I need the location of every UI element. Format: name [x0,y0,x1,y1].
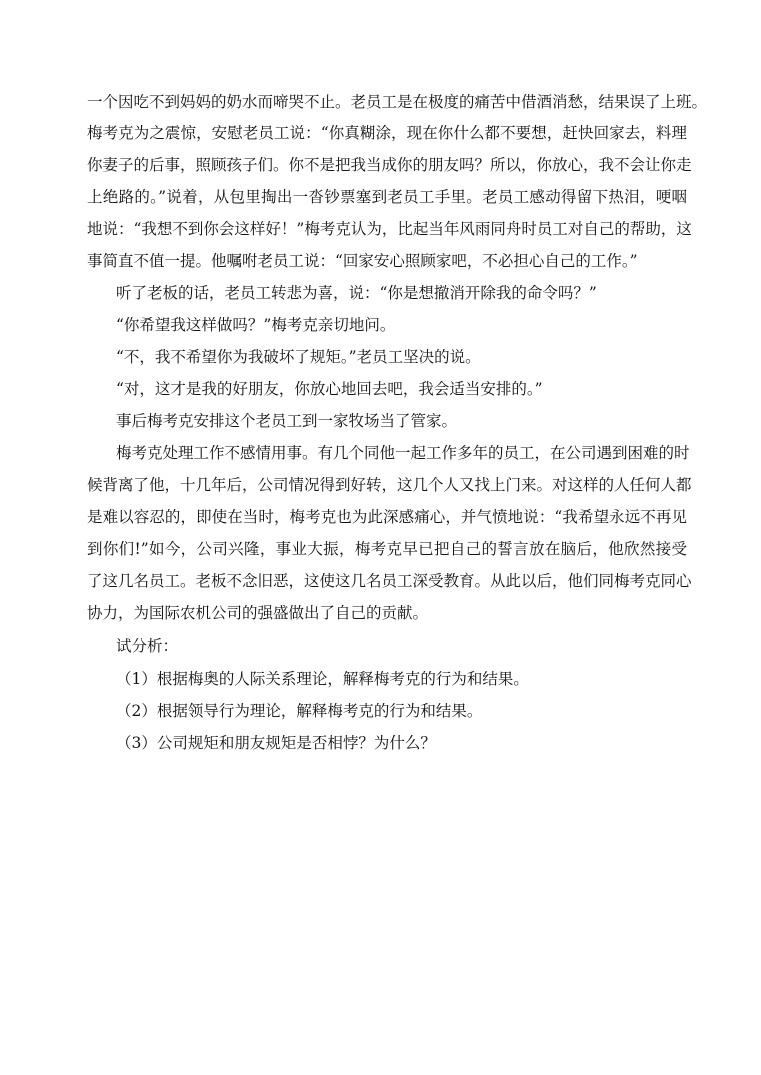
paragraph-7-line-2: 候背离了他，十几年后，公司情况得到好转，这几个人又找上门来。对这样的人任何人都 [87,476,692,494]
paragraph-7-line-3: 是难以容忍的，即使在当时，梅考克也为此深感痛心，并气愤地说：“我希望永远不再见 [87,508,687,526]
paragraph-7-line-4: 到你们!”如今，公司兴隆，事业大振，梅考克早已把自己的誓言放在脑后，他欣然接受 [87,540,687,558]
paragraph-1-line-5: 地说：“我想不到你会这样好！”梅考克认为，比起当年风雨同舟时员工对自己的帮助，这 [87,220,692,238]
paragraph-5: “对，这才是我的好朋友，你放心地回去吧，我会适当安排的。” [116,380,543,398]
question-1: （1）根据梅奥的人际关系理论，解释梅考克的行为和结果。 [116,670,529,688]
question-2: （2）根据领导行为理论，解释梅考克的行为和结果。 [116,702,483,720]
paragraph-1-line-2: 梅考克为之震惊，安慰老员工说：“你真糊涂，现在你什么都不要想，赶快回家去，料理 [87,124,687,142]
paragraph-6: 事后梅考克安排这个老员工到一家牧场当了管家。 [116,412,458,430]
paragraph-3: “你希望我这样做吗？”梅考克亲切地问。 [116,316,396,334]
paragraph-1-line-1: 一个因吃不到妈妈的奶水而啼哭不止。老员工是在极度的痛苦中借酒消愁，结果误了上班。 [87,93,708,111]
paragraph-7-line-6: 协力，为国际农机公司的强盛做出了自己的贡献。 [87,604,429,622]
paragraph-4: “不，我不希望你为我破坏了规矩。”老员工坚决的说。 [116,348,481,366]
paragraph-7-line-1: 梅考克处理工作不感情用事。有几个同他一起工作多年的员工，在公司遇到困难的时 [116,444,690,462]
paragraph-1-line-3: 你妻子的后事，照顾孩子们。你不是把我当成你的朋友吗？所以，你放心，我不会让你走 [87,156,692,174]
paragraph-2: 听了老板的话，老员工转悲为喜，说：“你是想撤消开除我的命令吗？” [116,284,597,302]
analysis-heading: 试分析： [116,637,179,655]
paragraph-1-line-4: 上绝路的。”说着，从包里掏出一沓钞票塞到老员工手里。老员工感动得留下热泪，哽咽 [87,188,687,206]
paragraph-1-line-6: 事简直不值一提。他嘱咐老员工说：“回家安心照顾家吧，不必担心自己的工作。” [87,252,638,270]
question-3: （3）公司规矩和朋友规矩是否相悖？为什么？ [116,734,436,752]
paragraph-7-line-5: 了这几名员工。老板不念旧恶，这使这几名员工深受教育。从此以后，他们同梅考克同心 [87,572,692,590]
